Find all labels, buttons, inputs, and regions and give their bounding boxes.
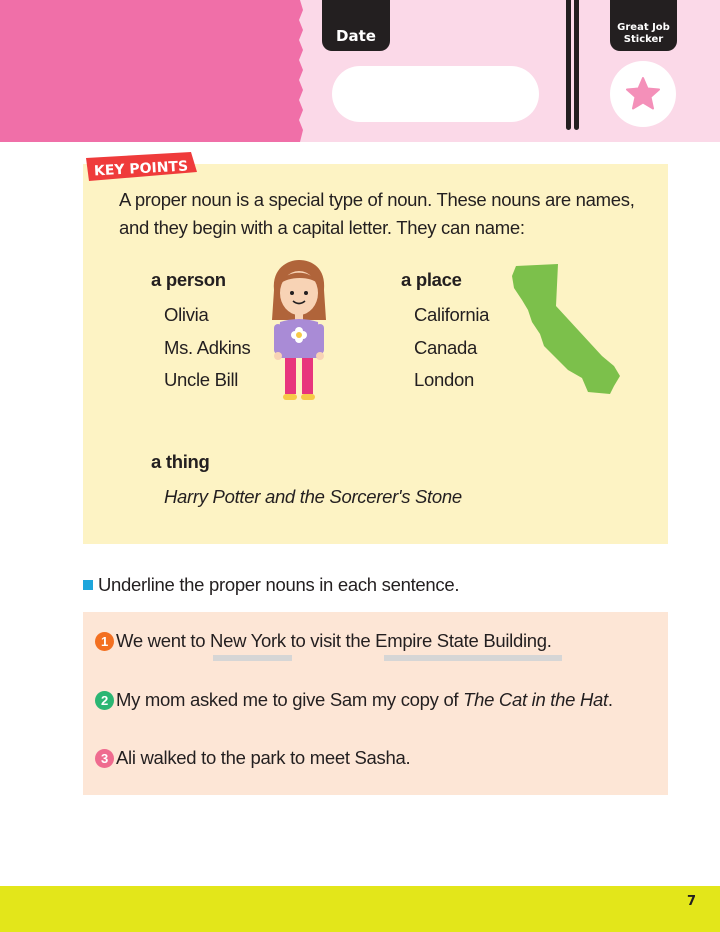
- underline-answer-empire-state-building: [384, 655, 562, 661]
- divider-bar-left: [566, 0, 571, 130]
- sentence-2-text-after: .: [607, 689, 613, 710]
- instruction-text: Underline the proper nouns in each sentence.: [98, 574, 460, 595]
- sentence-2-title: The Cat in the Hat: [463, 689, 608, 710]
- page-header: [0, 0, 720, 142]
- sticker-label-line2: Sticker: [623, 34, 664, 45]
- thing-heading: a thing: [151, 451, 210, 472]
- underline-answer-new-york: [213, 655, 292, 661]
- key-points-intro: [119, 186, 659, 242]
- number-3-icon: 3: [95, 749, 114, 768]
- person-example-1: Olivia: [164, 304, 209, 325]
- header-pink-panel: [0, 0, 305, 142]
- person-example-2: Ms. Adkins: [164, 337, 251, 358]
- date-label: Date: [322, 0, 390, 51]
- girl-illustration: [268, 260, 330, 402]
- california-map-illustration: [510, 262, 624, 396]
- place-heading: a place: [401, 269, 462, 290]
- place-example-3: London: [414, 369, 474, 390]
- intro-line-2: and they begin with a capital letter. They can name:: [119, 217, 525, 238]
- sentence-1-text: We went to New York to visit the Empire State Building.: [116, 630, 552, 651]
- key-points-label: [83, 150, 198, 189]
- divider-bar-right: [574, 0, 579, 130]
- sentence-3[interactable]: [95, 747, 410, 769]
- place-example-2: Canada: [414, 337, 478, 358]
- intro-line-1: A proper noun is a special type of noun. These nouns are names,: [119, 189, 635, 210]
- sticker-label-line1: Great Job: [617, 22, 670, 33]
- page-number: 7: [686, 894, 696, 909]
- star-icon: [625, 76, 661, 112]
- person-heading: a person: [151, 269, 226, 290]
- sentence-2[interactable]: [95, 689, 613, 711]
- instruction-bullet-icon: [83, 580, 93, 590]
- sticker-spot[interactable]: [610, 61, 676, 127]
- sticker-label: [610, 0, 677, 51]
- key-points-label-text: KEY POINTS: [93, 158, 189, 180]
- number-1-icon: 1: [95, 632, 114, 651]
- number-2-icon: 2: [95, 691, 114, 710]
- thing-example: Harry Potter and the Sorcerer's Stone: [164, 486, 462, 507]
- person-example-3: Uncle Bill: [164, 369, 239, 390]
- page-footer: [0, 886, 720, 932]
- date-input-field[interactable]: [332, 66, 539, 122]
- sentence-1[interactable]: [95, 630, 552, 652]
- exercise-instruction: [83, 574, 459, 596]
- place-example-1: California: [414, 304, 490, 325]
- sentence-2-text-before: My mom asked me to give Sam my copy of: [116, 689, 464, 710]
- sentence-3-text: Ali walked to the park to meet Sasha.: [116, 747, 411, 768]
